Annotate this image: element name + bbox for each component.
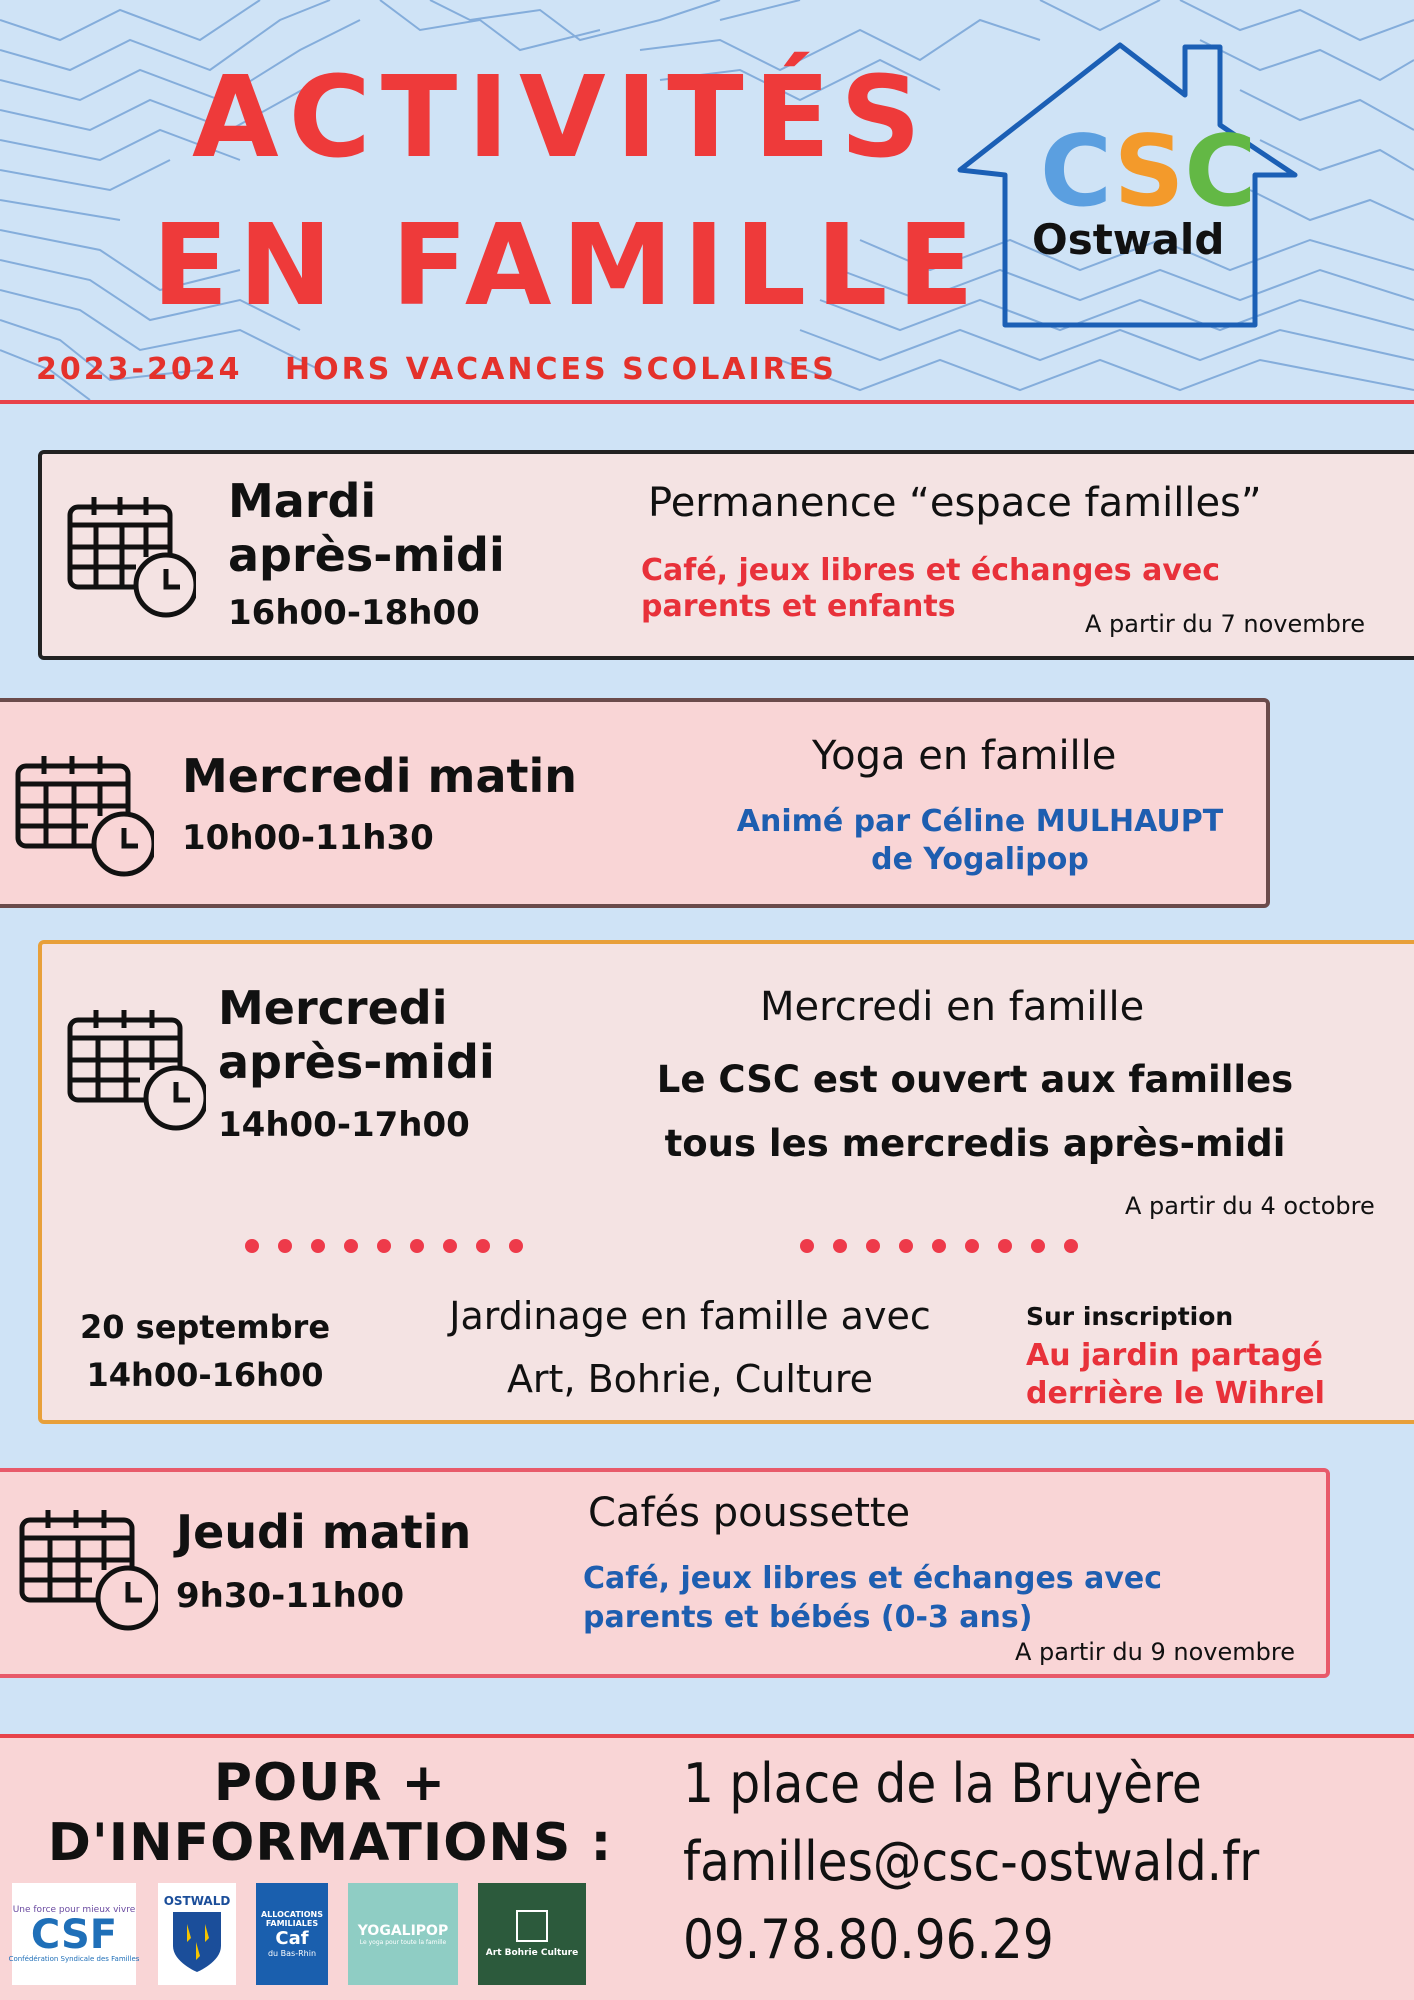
mercredi-matin-time: 10h00-11h30	[182, 818, 434, 858]
mercredi-famille-desc-1: Le CSC est ouvert aux familles	[656, 1058, 1294, 1101]
jeudi-day: Jeudi matin	[176, 1505, 472, 1559]
mercredi-am-time: 14h00-17h00	[218, 1105, 470, 1145]
yoga-desc-2: de Yogalipop	[871, 842, 1089, 877]
csf-logo: Une force pour mieux vivre CSF Confédération Syndicale des Familles	[12, 1883, 136, 1985]
mercredi-am-day-part: après-midi	[218, 1035, 495, 1089]
mercredi-am-day: Mercredi	[218, 981, 448, 1035]
header-divider	[0, 400, 1414, 404]
logo-letter-c2: C	[1184, 115, 1257, 229]
logo-letter-s: S	[1113, 115, 1185, 229]
calendar-clock-icon	[66, 493, 196, 618]
period-label: HORS VACANCES SCOLAIRES	[285, 352, 837, 387]
calendar-clock-icon	[66, 1006, 206, 1131]
logo-city: Ostwald	[1032, 215, 1225, 264]
year-label: 2023-2024	[36, 352, 243, 387]
yoga-desc-1: Animé par Céline MULHAUPT	[736, 804, 1224, 839]
event-date: 20 septembre	[79, 1308, 331, 1346]
mercredi-matin-day: Mercredi matin	[182, 749, 577, 803]
calendar-clock-icon	[14, 752, 154, 877]
title-line-1: ACTIVITÉS	[192, 53, 931, 183]
mardi-start-note: A partir du 7 novembre	[1085, 610, 1365, 638]
email: familles@csc-ostwald.fr	[683, 1830, 1260, 1893]
info-title-1: POUR +	[213, 1753, 447, 1813]
mardi-desc-2: parents et enfants	[641, 589, 956, 624]
event-place-2: derrière le Wihrel	[1026, 1376, 1325, 1411]
phone: 09.78.80.96.29	[683, 1908, 1054, 1971]
mercredi-start-note: A partir du 4 octobre	[1125, 1192, 1375, 1220]
yogalipop-logo: YOGALIPOP Le yoga pour toute la famille	[348, 1883, 458, 1985]
event-place-1: Au jardin partagé	[1026, 1338, 1323, 1373]
mercredi-famille-title: Mercredi en famille	[760, 984, 1145, 1030]
event-title-2: Art, Bohrie, Culture	[506, 1357, 874, 1401]
shield-icon	[169, 1908, 225, 1974]
yoga-title: Yoga en famille	[812, 733, 1117, 779]
poussette-title: Cafés poussette	[588, 1490, 911, 1536]
mardi-day-part: après-midi	[228, 528, 505, 582]
event-registration: Sur inscription	[1026, 1302, 1234, 1331]
mardi-time: 16h00-18h00	[228, 593, 480, 633]
jeudi-time: 9h30-11h00	[176, 1576, 405, 1616]
jeudi-start-note: A partir du 9 novembre	[1015, 1638, 1295, 1666]
dotted-separator-left	[245, 1239, 523, 1253]
csc-ostwald-logo	[950, 35, 1310, 335]
mardi-day: Mardi	[228, 474, 377, 528]
poussette-desc-2: parents et bébés (0-3 ans)	[583, 1600, 1033, 1635]
title-line-2: EN FAMILLE	[152, 201, 984, 331]
logo-letter-c1: C	[1040, 115, 1114, 229]
mardi-activity-title: Permanence “espace familles”	[648, 480, 1262, 526]
info-title-2: D'INFORMATIONS :	[47, 1813, 613, 1873]
art-bohrie-culture-logo: Art Bohrie Culture	[478, 1883, 586, 1985]
dotted-separator-right	[800, 1239, 1078, 1253]
poussette-desc-1: Café, jeux libres et échanges avec	[583, 1561, 1163, 1596]
calendar-clock-icon	[18, 1506, 158, 1631]
ostwald-coat-of-arms: OSTWALD	[158, 1883, 236, 1985]
address: 1 place de la Bruyère	[683, 1752, 1202, 1815]
mardi-desc-1: Café, jeux libres et échanges avec	[641, 553, 1221, 588]
event-time: 14h00-16h00	[86, 1356, 324, 1394]
mercredi-famille-desc-2: tous les mercredis après-midi	[664, 1122, 1286, 1165]
caf-logo: ALLOCATIONS FAMILIALES Caf du Bas-Rhin	[256, 1883, 328, 1985]
event-title-1: Jardinage en famille avec	[449, 1294, 931, 1338]
